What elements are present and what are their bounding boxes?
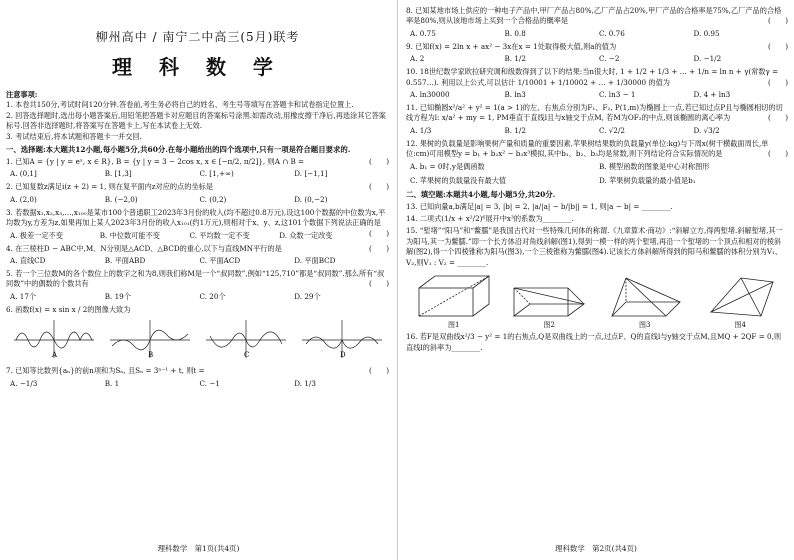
q4-option-a: A. 直线CD [10, 256, 46, 266]
q6-option-d: D [340, 351, 346, 360]
question-1 [6, 157, 389, 179]
q1-option-c: C. [1,+∞) [199, 169, 234, 179]
q10-option-c: C. ln3 − 1 [599, 90, 636, 100]
q4-option-c: C. 平面ACD [199, 256, 241, 266]
q8-paren: ( ) [768, 16, 788, 26]
q2-paren: ( ) [369, 182, 389, 192]
q3-stem: 3. 若数据x₁,x₂,x₃,…,x₁₀₀是某市100个普通职工2023年3月份的收入(均不超过0.8万元),设这100个数据的中位数为x,平均数为y,方差为z,如果再加上某人2023年3月份的收入x₁₀₁(约1万元),则相对于x、y、z,这101个数据下列说法正确的是 [6, 207, 386, 228]
q5-paren: ( ) [369, 279, 389, 289]
q9-option-a: A. 2 [410, 54, 425, 64]
q15-figure-labels [406, 320, 788, 330]
q1-option-d: D. [−1,1] [294, 169, 328, 179]
footer-left: 理科数学 第1页(共4页) [157, 544, 240, 553]
q6-option-b: B [148, 351, 154, 360]
q3-paren: ( ) [369, 228, 389, 238]
q7-paren: ( ) [369, 366, 389, 376]
figure-3-yangma [606, 272, 684, 320]
q9-paren: ( ) [768, 41, 788, 51]
q6-graph-options [6, 316, 389, 360]
q8-option-d: D. 0.95 [693, 28, 720, 38]
q5-option-a: A. 17个 [10, 291, 37, 301]
q5-option-c: C. 20个 [199, 291, 226, 301]
q2-option-d: D. (0,−2) [294, 194, 328, 204]
notice-title: 注意事项: [6, 90, 38, 99]
question-3 [6, 208, 389, 241]
q11-option-a: A. 1/3 [410, 125, 432, 135]
q3-option-c: C. 平均数一定不变 [189, 230, 250, 240]
q12-option-b: B. 模型函数的图象是中心对称图形 [599, 161, 710, 171]
q5-option-d: D. 29个 [294, 291, 321, 301]
subject-title: 理 科 数 学 [112, 55, 283, 79]
q6-option-c: C [244, 351, 250, 360]
footer-right: 理科数学 第2页(共4页) [555, 544, 637, 553]
q8-option-a: A. 0.75 [410, 28, 436, 38]
question-5 [6, 269, 389, 302]
q12-option-d: D. 苹果树负载量的最小值是b₁ [599, 175, 696, 185]
q9-option-c: C. −2 [599, 54, 620, 64]
q6-option-a: A [52, 351, 58, 360]
notice-1: 1. 本卷共150分,考试时间120分钟.答卷前,考生务必将自己的姓名、考生号等填写在答题卡和试卷指定位置上. [6, 100, 354, 110]
q10-stem: 10. 18世纪数学家欧拉研究调和级数得到了以下的结果:当n很大时, 1 + 1/2 + 1/3 + … + 1/n = ln n + γ(常数γ = 0.557…). 利用以上公式,可以估计 1/10001 + 1/10002 + … + 1/30000 的值为 [406, 67, 779, 87]
q4-option-b: B. 平面ABD [104, 256, 146, 266]
school-title: 柳州高中 / 南宁二中高三(5月)联考 [95, 30, 300, 44]
q5-option-b: B. 19个 [104, 291, 131, 301]
question-15: 15. “堑堵”“阳马”和“鳖臑”是我国古代对一些特殊几何体的称谓.《九章算术·商功》:“斜解立方,得两堑堵.斜解堑堵,其一为阳马,其一为鳖臑.”即一个长方体沿对角线斜解(图1),得到一模一样的两个堑堵,再沿一个堑堵的一个顶点和相对的棱斜解(图2),得一个四棱锥称为阳马(图3),一个三棱锥称为鳖臑(图4).记该长方体斜解所得到的阳马和鳖臑的体积分别为V₁、V₂,则V₁ : V₂ = ________. [406, 226, 783, 267]
q2-stem: 2. 已知复数z满足i(z + 2) = 1, 则在复平面内z对应的点的坐标是 [6, 182, 214, 192]
q10-option-d: D. 4 + ln3 [693, 90, 731, 100]
q8-stem: 8. 已知某地市场上供应的一种电子产品中,甲厂产品占80%,乙厂产品占20%,甲厂产品的合格率是75%,乙厂产品的合格率是80%,则从该地市场上买到一个合格品的概率是 [406, 6, 782, 26]
q10-paren: ( ) [768, 77, 788, 87]
q12-option-c: C. 苹果树的负载量没有最大值 [410, 175, 507, 185]
question-9 [406, 42, 788, 64]
q8-option-c: C. 0.76 [599, 28, 625, 38]
q3-option-d: D. 众数一定改变 [279, 230, 333, 240]
q15-figures [406, 272, 788, 320]
q9-stem: 9. 已知f(x) = 2ln x + ax² − 3x在x = 1处取得极大值,则a的值为 [406, 41, 617, 51]
figure-2-qiandu [510, 272, 588, 320]
q2-option-a: A. (2,0) [10, 194, 37, 204]
section-2-header: 二、填空题:本题共4小题,每小题5分,共20分. [406, 189, 556, 199]
q5-stem: 5. 若一个三位数M的各个数位上的数字之和为8,则我们称M是一个“叔同数”,例如“125,710”都是“叔同数”.那么所有“叔同数”中的偶数的个数共有 [6, 269, 385, 289]
question-2 [6, 182, 389, 204]
question-11 [406, 103, 788, 136]
q4-paren: ( ) [369, 243, 389, 253]
q7-option-c: C. −1 [199, 378, 220, 388]
figure-4-bienao [701, 272, 779, 320]
q1-option-a: A. (0,1] [10, 169, 37, 179]
q3-option-b: B. 中位数可能不变 [99, 230, 160, 240]
page-right [397, 0, 794, 560]
question-4 [6, 244, 389, 266]
figure-1-cuboid [415, 272, 493, 320]
q10-option-a: A. ln30000 [410, 90, 450, 100]
q9-option-d: D. −1/2 [693, 54, 722, 64]
q11-option-d: D. √3/2 [693, 125, 720, 135]
q3-option-a: A. 极差一定不变 [10, 230, 63, 240]
q11-option-c: C. √2/2 [599, 125, 625, 135]
q12-stem: 12. 果树的负载量是影响果树产量和质量的重要因素,苹果树结果数的负载量y(单位:kg)与下周x(树干横截面周长,单位:cm)可用模型y = b₁ + b₂x² − b₃x³模拟,其中b₁、b₂、b₃均是常数,则下列结论符合实际情况的是 [406, 138, 769, 159]
figure-1-label: 图1 [448, 321, 460, 330]
q1-stem: 1. 已知A = {y | y = eˣ, x ∈ R}, B = {y | y = 3 − 2cos x, x ∈ [−π/2, π/2]}, 则A ∩ B = [6, 157, 305, 167]
q7-option-d: D. 1/3 [294, 378, 316, 388]
q7-option-a: A. −1/3 [10, 378, 38, 388]
q11-stem: 11. 已知椭圆x²/a² + y² = 1(a > 1)的左、右焦点分别为F₁、F₂, P(1,m)为椭圆上一点,若已知过点P且与椭圆相切的切线方程为l: x/a² + my = 1, PM垂直于直线l且与x轴交于点M, 若M为OF₂的中点,则该椭圆的离心率为 [406, 103, 783, 123]
q9-option-b: B. 1/2 [504, 54, 526, 64]
q2-option-c: C. (0,2) [199, 194, 227, 204]
q6-stem: 6. 函数f(x) = x sin x / 2的图像大致为 [6, 304, 131, 314]
q10-option-b: B. ln3 [504, 90, 526, 100]
q4-stem: 4. 在三棱柱D − ABC中,M、N分别是△ACD、△BCD的重心,以下与直线MN平行的是 [6, 243, 282, 253]
q11-paren: ( ) [768, 113, 788, 123]
q11-option-b: B. 1/2 [504, 125, 526, 135]
q2-option-b: B. (−2,0) [104, 194, 138, 204]
q12-option-a: A. b₁ = 0时,y是偶函数 [410, 161, 485, 171]
question-8 [406, 6, 788, 39]
figure-2-label: 图2 [543, 321, 555, 330]
section-1-header: 一、选择题:本大题共12小题,每小题5分,共60分.在每小题给出的四个选项中,只有一项是符合题目要求的. [6, 145, 351, 155]
question-14: 14. 二项式(1/x + x²/2)⁶展开中x³的系数为________. [406, 214, 574, 224]
q4-option-d: D. 平面BCD [294, 256, 336, 266]
question-10 [406, 67, 788, 100]
q7-option-b: B. 1 [104, 378, 120, 388]
question-13: 13. 已知向量a,b满足|a| = 3, |b| = 2, |a/|a| − b/|b|| = 1, 则|a − b| = ________. [406, 201, 673, 211]
question-12 [406, 139, 788, 186]
figure-4-label: 图4 [734, 321, 746, 330]
q12-paren: ( ) [768, 149, 788, 159]
notice-3: 3. 考试结束后,将本试题和答题卡一并交回. [6, 131, 142, 141]
notice-2: 2. 回答选择题时,选出每小题答案后,用铅笔把答题卡对应题目的答案标号涂黑.如需改动,用橡皮擦干净后,再选涂其它答案标号.回答非选择题时,将答案写在答题卡上,写在本试卷上无效. [6, 110, 386, 131]
q7-stem: 7. 已知等比数列{aₙ}的前n项和为Sₙ, 且Sₙ = 3ⁿ⁻¹ + t, 则t = [6, 366, 205, 376]
figure-3-label: 图3 [639, 321, 651, 330]
question-16: 16. 若F是双曲线x²/3 − y² = 1的右焦点,Q是双曲线上的一点,过点F、Q的直线l与y轴交于点M,且MQ + 2QF = 0,则直线l的斜率为________. [406, 332, 782, 352]
question-6 [6, 305, 389, 364]
q1-paren: ( ) [369, 157, 389, 167]
question-7 [6, 366, 389, 388]
q8-option-b: B. 0.8 [504, 28, 526, 38]
q1-option-b: B. [1,3] [104, 169, 132, 179]
